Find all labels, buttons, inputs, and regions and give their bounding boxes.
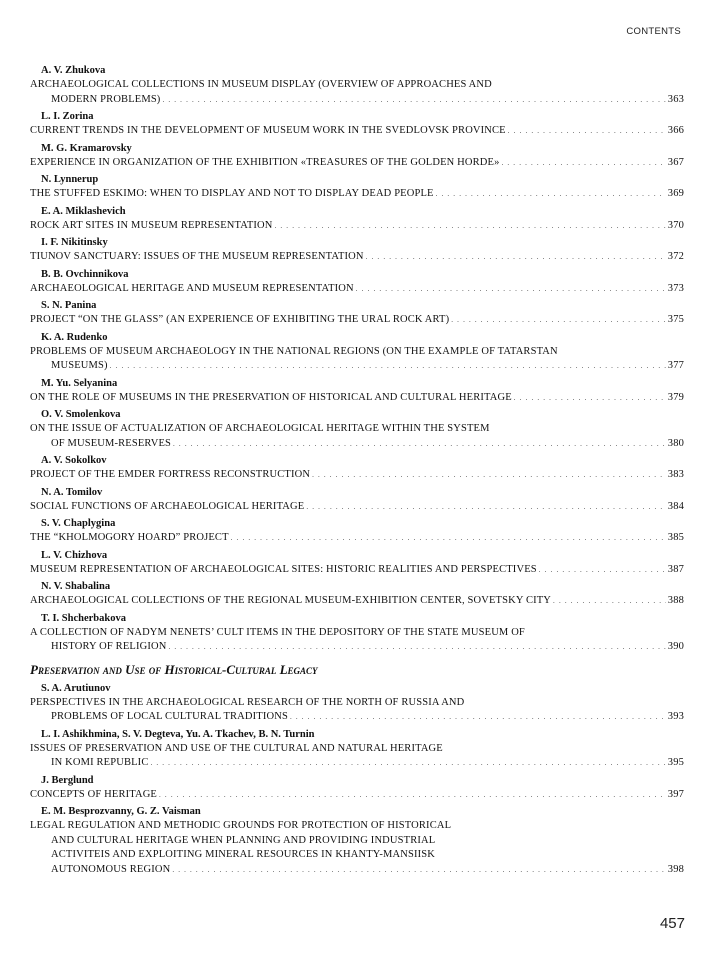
dot-leader [162, 93, 665, 108]
entry-page-number: 384 [667, 500, 684, 512]
entry-title-line [30, 500, 684, 515]
entry-page-number: 370 [667, 219, 684, 231]
entry-title-line [30, 124, 684, 139]
entry-title-line [30, 345, 684, 360]
entry-title-text: TIUNOV SANCTUARY: ISSUES OF THE MUSEUM REPRESENTATION [30, 251, 364, 262]
entry-author: M. Yu. Selyanina [41, 377, 118, 389]
dot-leader [502, 156, 666, 171]
toc-entry [30, 235, 684, 265]
entry-title-line [30, 742, 684, 757]
entry-author: E. M. Besprozvanny, G. Z. Vaisman [41, 806, 201, 817]
entry-page-number: 367 [667, 156, 684, 168]
entry-title-text: PROBLEMS OF LOCAL CULTURAL TRADITIONS [51, 711, 288, 722]
entry-author: S. A. Arutiunov [41, 682, 111, 694]
dot-leader [110, 359, 666, 374]
entry-page-number: 385 [667, 532, 684, 543]
toc-entry [30, 141, 684, 171]
toc-entry [30, 681, 684, 725]
dot-leader [290, 710, 666, 725]
entry-author: O. V. Smolenkova [41, 409, 121, 420]
entry-title-text: ARCHAEOLOGICAL HERITAGE AND MUSEUM REPRESENTATION [30, 282, 354, 294]
entry-title-line [30, 834, 684, 849]
toc-entry [30, 63, 684, 107]
entry-author: N. A. Tomilov [41, 486, 103, 498]
entry-title-line [30, 848, 684, 863]
entry-title-line [30, 696, 684, 711]
dot-leader [356, 282, 666, 297]
toc-entry [30, 773, 684, 803]
entry-title-text: THE STUFFED ESKIMO: WHEN TO DISPLAY AND NOT TO DISPLAY DEAD PEOPLE [30, 188, 434, 199]
toc-entry [30, 204, 684, 234]
entry-page-number: 397 [667, 788, 684, 800]
entry-title-text: AND CULTURAL HERITAGE WHEN PLANNING AND PROVIDING INDUSTRIAL [51, 834, 436, 846]
entry-author: A. V. Zhukova [41, 65, 106, 76]
toc-entry [30, 298, 684, 328]
dot-leader [168, 640, 665, 655]
dot-leader [312, 468, 666, 483]
entry-title-line [30, 531, 684, 546]
table-of-contents [30, 63, 684, 879]
entry-author: T. I. Shcherbakova [41, 612, 126, 624]
entry-title-line [30, 437, 684, 452]
entry-author: L. I. Zorina [41, 111, 94, 122]
entry-page-number: 379 [667, 391, 684, 403]
entry-title-text: ON THE ROLE OF MUSEUMS IN THE PRESERVATION OF HISTORICAL AND CULTURAL HERITAGE [30, 391, 512, 403]
entry-title-line [30, 156, 684, 171]
dot-leader [553, 594, 666, 609]
dot-leader [436, 187, 666, 202]
dot-leader [275, 219, 666, 234]
dot-leader [172, 863, 665, 878]
entry-title-text: AUTONOMOUS REGION [51, 863, 171, 875]
entry-title-line [30, 78, 684, 93]
toc-entry [30, 579, 684, 609]
toc-entry [30, 330, 684, 374]
entry-title-text: HISTORY OF RELIGION [51, 641, 167, 652]
toc-entry [30, 453, 684, 483]
toc-entries [30, 63, 684, 655]
dot-leader [231, 531, 666, 546]
entry-author: I. F. Nikitinsky [41, 237, 108, 248]
entry-title-line [30, 788, 684, 803]
dot-leader [539, 563, 666, 578]
page-number: 457 [659, 915, 685, 932]
entry-title-text: A COLLECTION OF NADYM NENETS’ CULT ITEMS IN THE DEPOSITORY OF THE STATE MUSEUM OF [30, 626, 525, 638]
toc-entry [30, 727, 684, 771]
toc-entry [30, 548, 684, 578]
entry-title-text: EXPERIENCE IN ORGANIZATION OF THE EXHIBITION «TREASURES OF THE GOLDEN HORDE» [30, 156, 500, 168]
entry-title-line [30, 93, 684, 108]
entry-author: S. V. Chaplygina [41, 518, 116, 529]
entry-title-line [30, 640, 684, 655]
entry-title-text: ON THE ISSUE OF ACTUALIZATION OF ARCHAEOLOGICAL HERITAGE WITHIN THE SYSTEM [30, 423, 490, 434]
toc-entry [30, 267, 684, 297]
entry-title-line [30, 594, 684, 609]
entry-page-number: 369 [667, 188, 684, 199]
entry-title-text: CURRENT TRENDS IN THE DEVELOPMENT OF MUSEUM WORK IN THE SVEDLOVSK PROVINCE [30, 125, 506, 136]
entry-title-text: LEGAL REGULATION AND METHODIC GROUNDS FOR PROTECTION OF HISTORICAL [30, 820, 452, 831]
entry-title-line [30, 219, 684, 234]
toc-entry [30, 109, 684, 139]
toc-entry [30, 407, 684, 451]
entry-page-number: 373 [667, 282, 684, 294]
toc-entry [30, 172, 684, 202]
entry-page-number: 383 [667, 469, 684, 480]
entry-title-line [30, 626, 684, 641]
entry-title-text: OF MUSEUM-RESERVES [51, 437, 172, 449]
dot-leader [159, 788, 666, 803]
entry-title-text: CONCEPTS OF HERITAGE [30, 788, 158, 800]
entry-title-text: IN KOMI REPUBLIC [51, 757, 149, 768]
entry-page-number: 377 [667, 360, 684, 371]
entry-title-text: ARCHAEOLOGICAL COLLECTIONS OF THE REGIONAL MUSEUM-EXHIBITION CENTER, SOVETSKY CITY [30, 595, 552, 606]
entry-page-number: 395 [667, 757, 684, 768]
entry-author: B. B. Ovchinnikova [41, 268, 129, 280]
entry-author: J. Berglund [41, 774, 94, 786]
entry-author: A. V. Sokolkov [41, 455, 107, 466]
entry-title-line [30, 422, 684, 437]
entry-author: E. A. Miklashevich [41, 205, 126, 217]
running-header: CONTENTS [626, 26, 681, 37]
entry-title-text: SOCIAL FUNCTIONS OF ARCHAEOLOGICAL HERITAGE [30, 500, 305, 512]
dot-leader [508, 124, 666, 139]
dot-leader [514, 391, 666, 406]
entry-title-line [30, 313, 684, 328]
entry-author: K. A. Rudenko [41, 331, 108, 343]
entry-author: S. N. Panina [41, 300, 97, 311]
toc-entry [30, 485, 684, 515]
entry-author: L. I. Ashikhmina, S. V. Degteva, Yu. A. Tkachev, B. N. Turnin [41, 728, 315, 740]
entry-title-text: MUSEUM REPRESENTATION OF ARCHAEOLOGICAL SITES: HISTORIC REALITIES AND PERSPECTIVES [30, 563, 537, 575]
dot-leader [306, 500, 665, 515]
entry-title-text: MODERN PROBLEMS) [51, 93, 161, 105]
entry-page-number: 393 [667, 711, 684, 722]
entry-title-text: PERSPECTIVES IN THE ARCHAEOLOGICAL RESEARCH OF THE NORTH OF RUSSIA AND [30, 696, 465, 708]
entry-title-text: MUSEUMS) [51, 360, 108, 371]
entry-page-number: 375 [667, 314, 684, 325]
entry-title-line [30, 863, 684, 878]
section-title: Preservation and Use of Historical-Cultural Legacy [30, 661, 318, 677]
entry-page-number: 398 [667, 863, 684, 875]
entry-page-number: 380 [667, 437, 684, 449]
dot-leader [366, 250, 666, 265]
entry-page-number: 387 [667, 563, 684, 575]
entry-author: L. V. Chizhova [41, 549, 108, 561]
entry-author: N. Lynnerup [41, 174, 99, 185]
entry-title-line [30, 282, 684, 297]
entry-title-line [30, 468, 684, 483]
entry-title-text: ROCK ART SITES IN MUSEUM REPRESENTATION [30, 219, 273, 231]
entry-title-line [30, 250, 684, 265]
dot-leader [150, 756, 665, 771]
entry-page-number: 390 [667, 641, 684, 652]
entry-page-number: 366 [667, 125, 684, 136]
entry-title-line [30, 819, 684, 834]
entry-title-text: ACTIVITEIS AND EXPLOITING MINERAL RESOURCES IN KHANTY-MANSIISK [51, 849, 435, 860]
entry-title-text: THE “KHOLMOGORY HOARD” PROJECT [30, 532, 229, 543]
entry-title-line [30, 187, 684, 202]
toc-entry [30, 804, 684, 877]
entry-author: N. V. Shabalina [41, 581, 111, 592]
dot-leader [451, 313, 666, 328]
entry-title-line [30, 756, 684, 771]
entry-page-number: 388 [667, 595, 684, 606]
entry-title-line [30, 391, 684, 406]
entry-title-text: PROJECT OF THE EMDER FORTRESS RECONSTRUCTION [30, 469, 311, 480]
entry-title-line [30, 710, 684, 725]
entry-title-line [30, 563, 684, 578]
entry-title-text: PROBLEMS OF MUSEUM ARCHAEOLOGY IN THE NATIONAL REGIONS (ON THE EXAMPLE OF TATARSTAN [30, 345, 558, 357]
entry-title-text: PROJECT “ON THE GLASS” (AN EXPERIENCE OF EXHIBITING THE URAL ROCK ART) [30, 314, 450, 325]
entry-page-number: 363 [667, 93, 684, 105]
toc-section-entries [30, 681, 684, 878]
entry-title-text: ISSUES OF PRESERVATION AND USE OF THE CULTURAL AND NATURAL HERITAGE [30, 742, 443, 754]
toc-entry [30, 516, 684, 546]
dot-leader [173, 437, 666, 452]
entry-author: M. G. Kramarovsky [41, 142, 132, 154]
toc-entry [30, 376, 684, 406]
toc-entry [30, 611, 684, 655]
entry-page-number: 372 [667, 251, 684, 262]
entry-title-line [30, 359, 684, 374]
entry-title-text: ARCHAEOLOGICAL COLLECTIONS IN MUSEUM DISPLAY (OVERVIEW OF APPROACHES AND [30, 79, 492, 90]
